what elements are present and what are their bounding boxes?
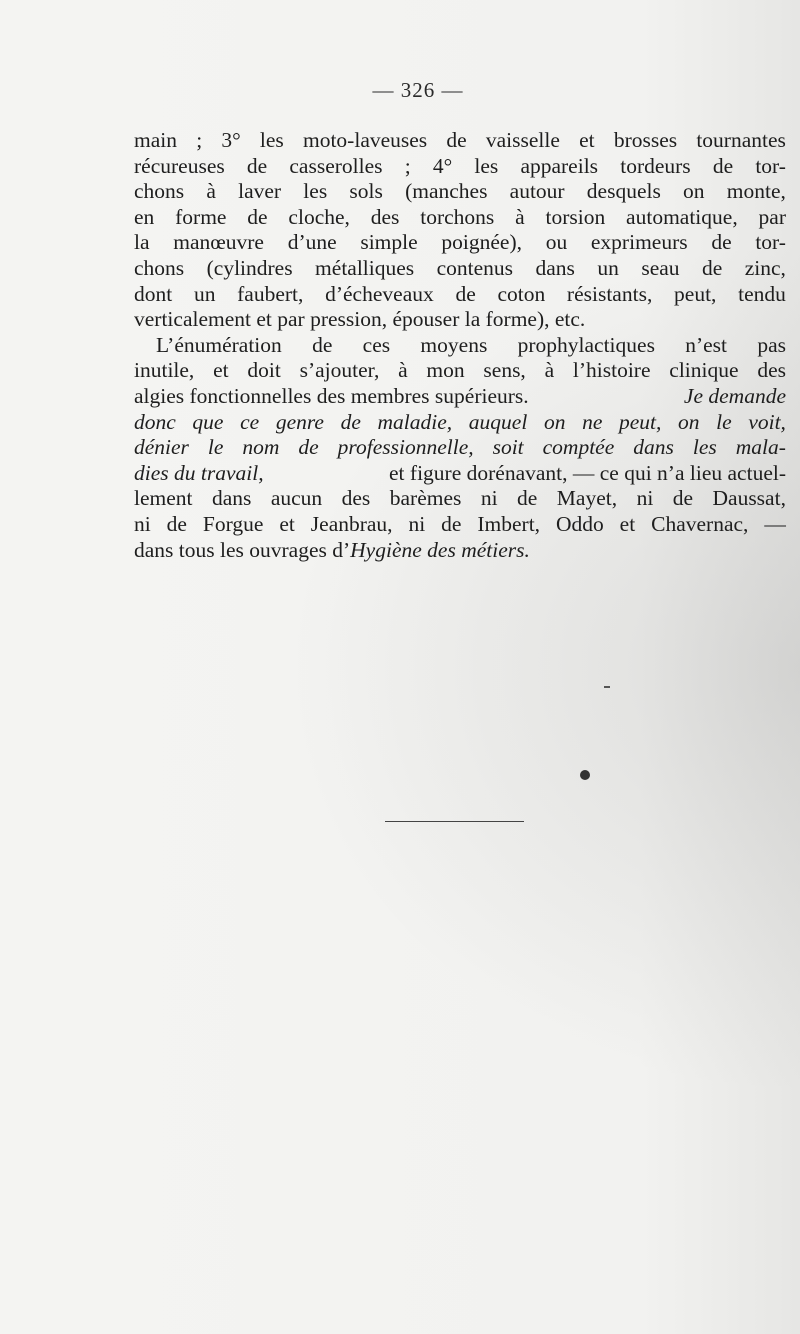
line-text <box>134 358 786 384</box>
word: L’énumération <box>156 332 282 357</box>
word: Imbert, <box>477 511 541 536</box>
text-line <box>134 230 786 256</box>
word: ni <box>134 511 151 536</box>
word: desquels <box>586 179 661 204</box>
word: métalliques <box>315 255 415 280</box>
word: exprimeurs <box>590 230 688 255</box>
text-line <box>134 282 786 308</box>
word: clinique <box>669 358 739 383</box>
text-line <box>134 128 786 154</box>
word: aucun <box>270 486 323 511</box>
word: — <box>764 511 786 536</box>
word: laver <box>238 179 282 204</box>
word: mon <box>426 358 465 383</box>
word: que <box>192 409 224 434</box>
word: lement <box>134 486 193 511</box>
word: des <box>370 204 400 229</box>
word: de <box>166 511 187 536</box>
text-line <box>134 384 786 410</box>
word: moto-laveuses <box>302 128 428 152</box>
word: la <box>134 230 150 255</box>
line-text <box>134 256 786 282</box>
word: tor- <box>755 153 786 178</box>
text-line <box>134 307 786 333</box>
word: Forgue <box>202 511 264 536</box>
word: Jeanbrau, <box>310 511 393 536</box>
word: à <box>544 358 555 383</box>
word: brosses <box>613 128 678 152</box>
body-text <box>134 128 786 563</box>
word: doit <box>247 358 281 383</box>
word: (cylindres <box>206 255 293 280</box>
word: tor- <box>755 230 786 255</box>
text-line <box>134 410 786 436</box>
italic-text <box>134 435 786 461</box>
word: (manches <box>405 179 488 204</box>
word: comptée <box>542 435 615 460</box>
text-line <box>134 179 786 205</box>
word: ; <box>404 153 411 178</box>
word: ni <box>408 511 426 536</box>
line-text <box>134 128 786 154</box>
line-text <box>134 282 786 308</box>
word: on <box>543 409 566 434</box>
word: ce <box>240 409 260 434</box>
word: n’est <box>685 332 728 357</box>
word: pas <box>757 332 786 357</box>
italic-text: dies du travail, <box>134 460 264 485</box>
word: de <box>246 153 268 178</box>
word: vaisselle <box>485 128 560 152</box>
word: seau <box>641 255 680 280</box>
word: peut, <box>619 409 662 434</box>
word: on <box>678 409 700 434</box>
word: monte, <box>726 179 786 204</box>
word: forme <box>175 204 227 229</box>
word: et <box>579 128 595 152</box>
word: dénier <box>134 435 189 460</box>
word: mala- <box>735 435 786 460</box>
word: ou <box>545 230 568 255</box>
line-text <box>134 486 786 512</box>
word: ni <box>636 486 654 511</box>
word: et <box>213 358 229 383</box>
word: des <box>757 358 786 383</box>
word: à <box>515 204 525 229</box>
line-text <box>134 179 786 205</box>
word: nom <box>242 435 280 460</box>
line-text <box>134 205 786 231</box>
word: Chavernac, <box>651 511 749 536</box>
word: de <box>712 153 734 178</box>
word: Oddo <box>555 511 604 536</box>
word: moyens <box>420 332 488 357</box>
word: tournantes <box>696 128 786 152</box>
word: torsion <box>545 204 606 229</box>
text-line <box>134 154 786 180</box>
word: les <box>474 153 499 178</box>
text-line <box>134 333 786 359</box>
word: voit, <box>748 409 786 434</box>
word: dans <box>633 435 674 460</box>
line-text <box>156 333 786 359</box>
word: ces <box>362 332 391 357</box>
text-line <box>134 486 786 512</box>
word: Mayet, <box>556 486 618 511</box>
word: de <box>298 435 319 460</box>
word: peut, <box>674 281 717 306</box>
word: torchons <box>420 204 495 229</box>
word: de <box>711 230 732 255</box>
word: en <box>134 204 155 229</box>
italic-text: Hygiène des métiers. <box>350 537 530 562</box>
word: l’histoire <box>572 358 651 383</box>
word: casserolles <box>289 153 383 178</box>
word: par <box>758 204 786 229</box>
word: de <box>517 486 538 511</box>
word: chons <box>134 179 185 204</box>
word: on <box>683 179 705 204</box>
word: zinc, <box>744 255 786 280</box>
word: professionnelle, <box>337 435 474 460</box>
word: simple <box>360 230 418 255</box>
word: s’ajouter, <box>299 358 380 383</box>
word: tordeurs <box>620 153 691 178</box>
text-line <box>134 435 786 461</box>
line-text <box>134 154 786 180</box>
word: les <box>259 128 284 152</box>
word: et <box>279 511 295 536</box>
word: ni <box>480 486 498 511</box>
word: de <box>441 511 462 536</box>
word: d’une <box>287 230 337 255</box>
word: tendu <box>738 281 786 306</box>
word: de <box>702 255 723 280</box>
word: prophylactiques <box>517 332 655 357</box>
line-text: et figure dorénavant, — ce qui n’a lieu actuel- <box>389 460 786 485</box>
word: appareils <box>520 153 599 178</box>
word: de <box>455 281 476 306</box>
word: faubert, <box>237 281 304 306</box>
word: ; <box>196 128 203 152</box>
word: manœuvre <box>173 230 264 255</box>
word: coton <box>497 281 546 306</box>
line-text: algies fonctionnelles des membres supérieurs. <box>134 383 529 408</box>
word: cloche, <box>288 204 350 229</box>
text-line <box>134 512 786 538</box>
word: de <box>340 409 361 434</box>
word: un <box>597 255 619 280</box>
word: 3° <box>221 128 241 152</box>
word: contenus <box>436 255 514 280</box>
word: de <box>312 332 333 357</box>
word: résistants, <box>566 281 653 306</box>
word: automatique, <box>626 204 738 229</box>
word: 4° <box>432 153 453 178</box>
word: de <box>247 204 268 229</box>
word: chons <box>134 255 185 280</box>
page-number: — 326 — <box>372 78 464 102</box>
text-line <box>134 358 786 384</box>
word: dont <box>134 281 173 306</box>
word: les <box>692 435 717 460</box>
word: un <box>193 281 216 306</box>
word: dans <box>535 255 575 280</box>
word: de <box>672 486 694 511</box>
word: genre <box>275 409 324 434</box>
ink-speck <box>580 770 590 780</box>
word: ne <box>582 409 603 434</box>
text-line <box>134 461 786 487</box>
word: sens, <box>483 358 526 383</box>
section-rule <box>385 821 524 822</box>
ink-speck <box>604 686 610 688</box>
text-line <box>134 538 786 564</box>
word: à <box>398 358 408 383</box>
word: autour <box>509 179 565 204</box>
line-text <box>134 512 786 538</box>
line-text: verticalement et par pression, épouser la forme), etc. <box>134 307 586 332</box>
word: donc <box>134 409 176 434</box>
text-line <box>134 205 786 231</box>
word: poignée), <box>441 230 522 255</box>
text-line <box>134 256 786 282</box>
word: à <box>206 179 216 204</box>
word: d’écheveaux <box>325 281 434 306</box>
word: des <box>341 486 371 511</box>
line-text <box>134 230 786 256</box>
word: le <box>207 435 224 460</box>
word: le <box>716 409 732 434</box>
word: maladie, <box>377 409 453 434</box>
word: et <box>619 511 636 536</box>
italic-text: Je demande <box>683 383 786 408</box>
word: dans <box>211 486 252 511</box>
word: les <box>303 179 328 204</box>
word: sols <box>349 179 383 204</box>
word: Daussat, <box>712 486 786 511</box>
word: main <box>134 128 177 152</box>
word: de <box>446 128 467 152</box>
word: barèmes <box>389 486 462 511</box>
word: auquel <box>468 409 528 434</box>
word: inutile, <box>134 358 195 383</box>
word: récureuses <box>134 153 225 178</box>
line-text: dans tous les ouvrages d’ <box>134 537 351 562</box>
word: soit <box>492 435 524 460</box>
italic-text <box>134 410 786 436</box>
